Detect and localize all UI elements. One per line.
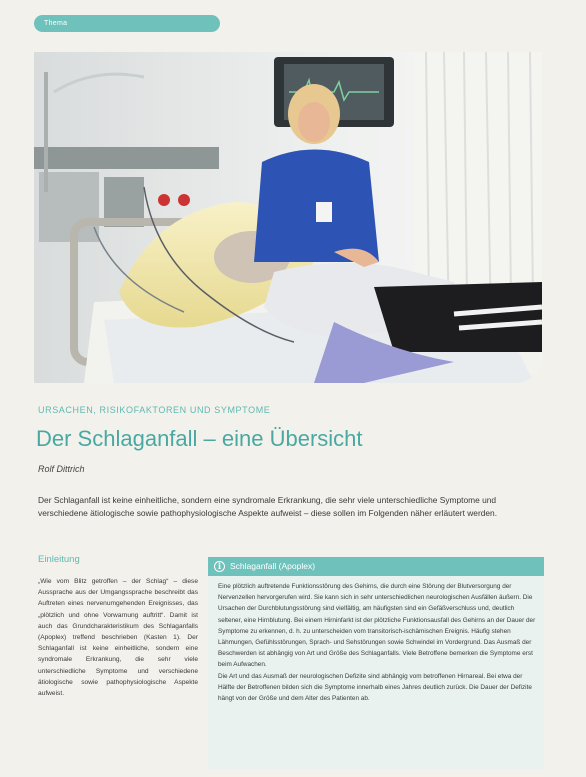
article-title: Der Schlaganfall – eine Übersicht: [36, 426, 363, 451]
article-author: Rolf Dittrich: [38, 464, 85, 474]
article-lead: Der Schlaganfall ist keine einheitliche, sondern eine syndromale Erkrankung, die sehr viele unterschiedliche Symptome und verschiedene ätiologische sowie pathophysiologische Aspekte aufweist – diese sollen im Folgenden näher erläutert werden.: [38, 495, 498, 518]
section-heading: Einleitung: [38, 554, 80, 565]
section-header-pill: [34, 15, 220, 32]
info-box-paragraph: Eine plötzlich auftretende Funktionsstörung des Gehirns, die durch eine Störung der Blutversorgung der Nervenzellen hervorgerufen wird. Sie kann sich in sehr unterschiedlichen neurologischen Ausfällen äußern. Die Ursachen der Durchblutungsstörung sind vielfältig, am häufigsten sind ein Gefäßverschluss und, deutlich seltener, eine Hirnblutung. Bei einem Hirninfarkt ist der plötzliche Funktionsausfall des Gehirns an der Dauer der Symptome zu erkennen, d. h. zu unterscheiden vom transitorisch-ischämischen Ereignis. Häufig stehen Lähmungen, Gefühlsstörungen, Sprach- und Sehstörungen sowie Schwindel im Vordergrund. Das Ausmaß der Beschwerden ist abhängig von Art und Größe des Schlaganfalls. Viele Betroffene bemerken die Symptome erst beim Aufwachen.: [218, 583, 536, 669]
section-header-label: Thema: [44, 20, 68, 27]
info-box-body: [218, 581, 536, 704]
hero-photo: [34, 52, 542, 383]
info-icon: i: [214, 561, 225, 572]
info-box-paragraph: Die Art und das Ausmaß der neurologischen Defizite sind abhängig vom betroffenen Hirnareal. Bei etwa der Hälfte der Betroffenen bilden sich die Symptome innerhalb eines Jahres deutlich zurück. Die Dauer der Defizite hängt von der Größe und dem Alter des Patienten ab.: [218, 672, 532, 703]
info-box-title: Schlaganfall (Apoplex): [230, 561, 316, 571]
article-kicker: URSACHEN, RISIKOFAKTOREN UND SYMPTOME: [38, 405, 271, 415]
info-box-header: [208, 557, 544, 576]
info-box: [208, 557, 544, 769]
section-body: „Wie vom Blitz getroffen – der Schlag“ – diese Aussprache aus der Umgangssprache beschreibt das Auftreten eines nervenumgehenden Ereignisses, das „plötzlich und ohne Vorwarnung auftritt“. Damit ist auch das Grundcharakteristikum des Schlaganfalls (Apoplex) treffend beschrieben (Kasten 1). Der Schlaganfall ist keine einheitliche, sondern eine syndromale Erkrankung, die sehr viele unterschiedliche Symptome und verschiedene ätiologische sowie pathophysiologische Aspekte aufweist.: [38, 578, 198, 698]
